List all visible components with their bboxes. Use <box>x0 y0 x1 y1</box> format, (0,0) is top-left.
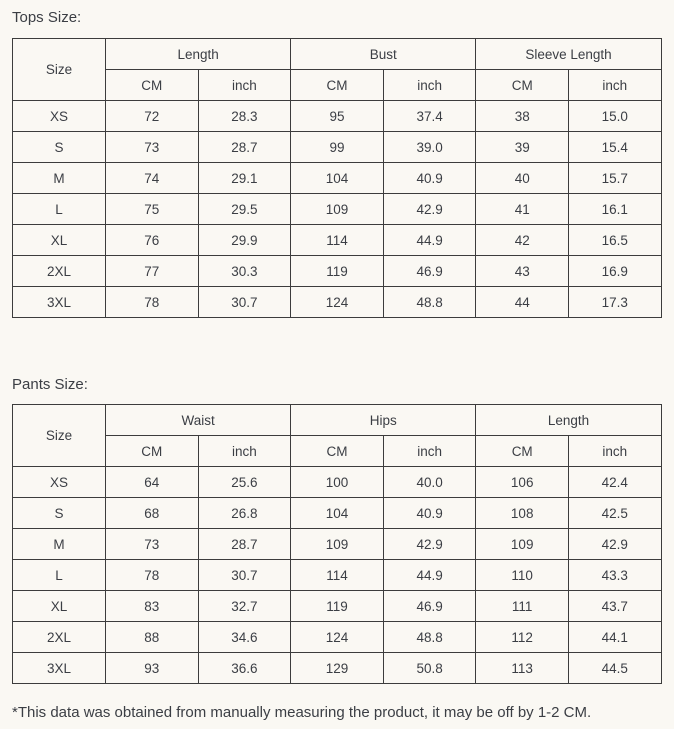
value-cell: 64 <box>106 467 199 498</box>
value-cell: 15.7 <box>569 163 662 194</box>
table-row <box>13 225 662 256</box>
value-cell: 17.3 <box>569 287 662 318</box>
value-cell: 109 <box>291 194 384 225</box>
unit-header: inch <box>383 436 476 467</box>
value-cell: 73 <box>106 132 199 163</box>
table-row <box>13 622 662 653</box>
table-row <box>13 163 662 194</box>
size-cell: S <box>13 132 106 163</box>
table-row <box>13 467 662 498</box>
tops-size-title: Tops Size: <box>12 9 82 26</box>
value-cell: 29.5 <box>198 194 291 225</box>
unit-header: inch <box>568 436 661 467</box>
value-cell: 50.8 <box>383 653 476 684</box>
value-cell: 38 <box>476 101 569 132</box>
value-cell: 119 <box>291 591 384 622</box>
unit-header: CM <box>291 436 384 467</box>
table-row <box>13 256 662 287</box>
pants-size-table <box>12 404 662 684</box>
value-cell: 25.6 <box>198 467 291 498</box>
value-cell: 109 <box>291 529 384 560</box>
tops-size-table <box>12 38 662 318</box>
value-cell: 104 <box>291 498 384 529</box>
value-cell: 112 <box>476 622 569 653</box>
value-cell: 42.5 <box>568 498 661 529</box>
value-cell: 16.5 <box>569 225 662 256</box>
unit-header: CM <box>476 436 569 467</box>
size-cell: 2XL <box>13 622 106 653</box>
value-cell: 36.6 <box>198 653 291 684</box>
value-cell: 37.4 <box>383 101 476 132</box>
size-cell: L <box>13 560 106 591</box>
table-row <box>13 287 662 318</box>
size-cell: L <box>13 194 106 225</box>
group-header-waist: Waist <box>106 405 291 436</box>
size-cell: M <box>13 529 106 560</box>
value-cell: 46.9 <box>383 591 476 622</box>
value-cell: 95 <box>291 101 384 132</box>
group-header-sleeve-length: Sleeve Length <box>476 39 661 70</box>
unit-header: CM <box>106 70 199 101</box>
value-cell: 100 <box>291 467 384 498</box>
size-cell: S <box>13 498 106 529</box>
value-cell: 109 <box>476 529 569 560</box>
value-cell: 16.9 <box>569 256 662 287</box>
value-cell: 30.7 <box>198 287 291 318</box>
value-cell: 113 <box>476 653 569 684</box>
size-cell: 3XL <box>13 653 106 684</box>
value-cell: 88 <box>106 622 199 653</box>
value-cell: 40.0 <box>383 467 476 498</box>
value-cell: 110 <box>476 560 569 591</box>
size-cell: XL <box>13 225 106 256</box>
value-cell: 16.1 <box>569 194 662 225</box>
value-cell: 43 <box>476 256 569 287</box>
value-cell: 68 <box>106 498 199 529</box>
value-cell: 43.3 <box>568 560 661 591</box>
value-cell: 111 <box>476 591 569 622</box>
unit-header: CM <box>106 436 199 467</box>
value-cell: 119 <box>291 256 384 287</box>
value-cell: 29.9 <box>198 225 291 256</box>
size-cell: XS <box>13 467 106 498</box>
group-header-hips: Hips <box>291 405 476 436</box>
table-row <box>13 560 662 591</box>
value-cell: 40.9 <box>383 163 476 194</box>
value-cell: 32.7 <box>198 591 291 622</box>
value-cell: 93 <box>106 653 199 684</box>
value-cell: 44.1 <box>568 622 661 653</box>
table-row <box>13 653 662 684</box>
size-cell: 2XL <box>13 256 106 287</box>
value-cell: 43.7 <box>568 591 661 622</box>
value-cell: 44.9 <box>383 225 476 256</box>
value-cell: 46.9 <box>383 256 476 287</box>
value-cell: 39 <box>476 132 569 163</box>
value-cell: 40 <box>476 163 569 194</box>
table-row <box>13 529 662 560</box>
value-cell: 78 <box>106 560 199 591</box>
value-cell: 73 <box>106 529 199 560</box>
value-cell: 42.9 <box>383 194 476 225</box>
value-cell: 39.0 <box>383 132 476 163</box>
size-cell: M <box>13 163 106 194</box>
measurement-disclaimer: *This data was obtained from manually measuring the product, it may be off by 1-2 CM. <box>12 704 592 721</box>
table-unit-header-row <box>13 436 662 467</box>
value-cell: 83 <box>106 591 199 622</box>
value-cell: 114 <box>291 560 384 591</box>
table-row <box>13 591 662 622</box>
unit-header: CM <box>291 70 384 101</box>
size-column-header: Size <box>13 405 106 467</box>
unit-header: inch <box>383 70 476 101</box>
value-cell: 42 <box>476 225 569 256</box>
value-cell: 77 <box>106 256 199 287</box>
table-row <box>13 101 662 132</box>
value-cell: 108 <box>476 498 569 529</box>
value-cell: 75 <box>106 194 199 225</box>
pants-size-title: Pants Size: <box>12 376 88 393</box>
value-cell: 28.7 <box>198 132 291 163</box>
value-cell: 106 <box>476 467 569 498</box>
unit-header: inch <box>198 70 291 101</box>
value-cell: 104 <box>291 163 384 194</box>
value-cell: 99 <box>291 132 384 163</box>
value-cell: 28.7 <box>198 529 291 560</box>
size-cell: XS <box>13 101 106 132</box>
value-cell: 48.8 <box>383 287 476 318</box>
value-cell: 76 <box>106 225 199 256</box>
table-row <box>13 498 662 529</box>
value-cell: 44.9 <box>383 560 476 591</box>
value-cell: 40.9 <box>383 498 476 529</box>
value-cell: 29.1 <box>198 163 291 194</box>
value-cell: 48.8 <box>383 622 476 653</box>
value-cell: 41 <box>476 194 569 225</box>
table-group-header-row <box>13 405 662 436</box>
value-cell: 72 <box>106 101 199 132</box>
value-cell: 34.6 <box>198 622 291 653</box>
value-cell: 30.7 <box>198 560 291 591</box>
value-cell: 42.4 <box>568 467 661 498</box>
value-cell: 26.8 <box>198 498 291 529</box>
value-cell: 124 <box>291 287 384 318</box>
value-cell: 74 <box>106 163 199 194</box>
unit-header: CM <box>476 70 569 101</box>
group-header-length: Length <box>476 405 661 436</box>
size-column-header: Size <box>13 39 106 101</box>
value-cell: 44.5 <box>568 653 661 684</box>
value-cell: 42.9 <box>383 529 476 560</box>
table-row <box>13 132 662 163</box>
value-cell: 44 <box>476 287 569 318</box>
size-cell: XL <box>13 591 106 622</box>
table-row <box>13 194 662 225</box>
value-cell: 28.3 <box>198 101 291 132</box>
value-cell: 78 <box>106 287 199 318</box>
value-cell: 129 <box>291 653 384 684</box>
value-cell: 30.3 <box>198 256 291 287</box>
group-header-length: Length <box>106 39 291 70</box>
unit-header: inch <box>198 436 291 467</box>
value-cell: 15.0 <box>569 101 662 132</box>
value-cell: 124 <box>291 622 384 653</box>
value-cell: 114 <box>291 225 384 256</box>
size-cell: 3XL <box>13 287 106 318</box>
value-cell: 42.9 <box>568 529 661 560</box>
table-group-header-row <box>13 39 662 70</box>
group-header-bust: Bust <box>291 39 476 70</box>
value-cell: 15.4 <box>569 132 662 163</box>
table-unit-header-row <box>13 70 662 101</box>
unit-header: inch <box>569 70 662 101</box>
